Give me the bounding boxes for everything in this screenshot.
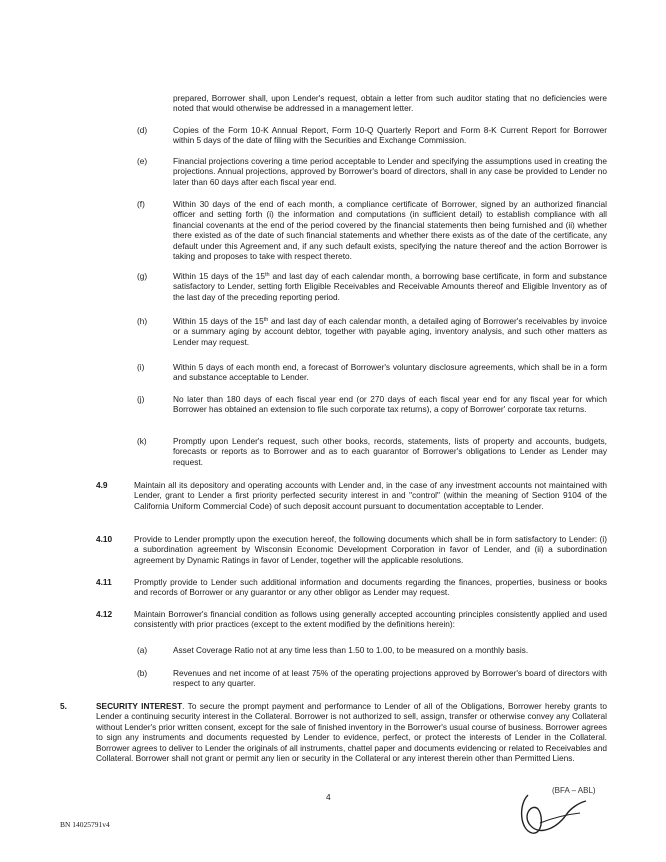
item-g — [173, 271, 607, 302]
item-g-label: (g) — [137, 271, 148, 281]
item-a-label: (a) — [137, 645, 148, 655]
section-4-10-label: 4.10 — [96, 534, 113, 544]
item-e-text: Financial projections covering a time period acceptable to Lender and specifying the assumptions used in creating the projections. Annual projections, approved by Borrower's board of directors, shall in any case be provided to Lender no later than 60 days after each fiscal year end. — [173, 156, 607, 187]
item-h-label: (h) — [137, 316, 148, 326]
item-f-text: Within 30 days of the end of each month, a compliance certificate of Borrower, signed by an authorized financial officer and setting forth (i) the information and computations (in sufficient detail) to establish compliance with all financial covenants at the end of the period covered by the financial statements then being furnished and (ii) whether there existed as of the date of such financial statements and whether there exists as of the date of the certificate, any default under this Agreement and, if any such default exists, specifying the nature thereof and the action Borrower is taking and proposes to take with respect thereto. — [173, 199, 607, 262]
item-e-label: (e) — [137, 156, 148, 166]
item-g-text-a: Within 15 days of the 15 — [173, 271, 266, 281]
item-h-text-b: and last day of each calendar month, a detailed aging of Borrower's receivables by invoice or a summary aging by account debtor, together with payable aging, inventory analysis, and such other matters as Lender may request. — [173, 316, 608, 347]
item-d-label: (d) — [137, 125, 148, 135]
section-4-11 — [134, 577, 607, 598]
item-b-text: Revenues and net income of at least 75% of the operating projections approved by Borrower's board of directors with respect to any quarter. — [173, 668, 607, 689]
item-j-label: (j) — [137, 394, 145, 404]
item-e — [173, 156, 607, 187]
item-f — [173, 199, 607, 261]
item-d-text: Copies of the Form 10-K Annual Report, Form 10-Q Quarterly Report and Form 8-K Current Report for Borrower within 5 days of the date of filing with the Securities and Exchange Commission. — [173, 125, 607, 146]
section-4-12-label: 4.12 — [96, 609, 113, 619]
continuation-paragraph — [173, 93, 607, 114]
document-id: BN 14025791v4 — [60, 820, 110, 829]
section-4-11-text: Promptly provide to Lender such additional information and documents regarding the finances, properties, business or books and records of Borrower or any guarantor or any other obligor as Lender may request. — [134, 577, 607, 598]
continuation-text: prepared, Borrower shall, upon Lender's request, obtain a letter from such auditor stating that no deficiencies were noted that would otherwise be addressed in a management letter. — [173, 93, 607, 114]
item-a — [173, 645, 607, 655]
section-5 — [96, 701, 607, 763]
item-h-sup: th — [263, 317, 269, 323]
item-k-text: Promptly upon Lender's request, such other books, records, statements, lists of property and accounts, budgets, forecasts or reports as to Borrower and as to each guarantor of Borrower's obligations to Lender as Lender may request. — [173, 436, 607, 467]
section-4-12 — [134, 609, 607, 630]
section-4-10-text: Provide to Lender promptly upon the execution hereof, the following documents which shall be in form satisfactory to Lender: (i) a subordination agreement by Wisconsin Economic Development Corporation in favor of Lender, and (ii) a subordination agreement by Dynamic Ratings in favor of Lender, together will the applicable resolutions. — [134, 534, 607, 565]
page-number: 4 — [326, 792, 331, 802]
section-4-12-text: Maintain Borrower's financial condition as follows using generally accepted accounting principles consistently applied and used consistently with prior practices (except to the extent modified by the definitions herein): — [134, 609, 607, 630]
item-j-text: No later than 180 days of each fiscal year end (or 270 days of each fiscal year end for any fiscal year for which Borrower has obtained an extension to file such corporate tax returns), a copy of Borrower' corporate tax returns. — [173, 394, 607, 415]
item-g-sup: th — [265, 272, 270, 278]
section-5-label: 5. — [60, 701, 67, 711]
item-i-label: (i) — [137, 362, 145, 372]
bfa-abl-stamp: (BFA – ABL) — [552, 786, 596, 795]
section-5-text — [96, 701, 607, 763]
section-4-9-label: 4.9 — [96, 480, 108, 490]
item-f-label: (f) — [137, 199, 145, 209]
item-g-text — [173, 271, 607, 302]
item-h-text-a: Within 15 days of the 15 — [173, 316, 264, 326]
item-k — [173, 436, 607, 467]
section-4-11-label: 4.11 — [96, 577, 112, 587]
item-j — [173, 394, 607, 415]
item-g-text-b: and last day of each calendar month, a borrowing base certificate, in form and substance satisfactory to Lender, setting forth Eligible Receivables and Receivable Amounts thereof and Eligible Inventory as of the last day of the preceding reporting period. — [173, 271, 607, 302]
item-h-text — [173, 316, 607, 347]
item-i-text: Within 5 days of each month end, a forecast of Borrower's voluntary disclosure agreements, which shall be in a form and substance acceptable to Lender. — [173, 362, 607, 383]
section-5-body: . To secure the prompt payment and performance to Lender of all of the Obligations, Borrower hereby grants to Lender a continuing security interest in the Collateral. Borrower is not authorized to sell, assign, transfer or otherwise convey any Collateral without Lender's prior written consent, except for the sale of finished inventory in the Borrower's usual course of business. Borrower agrees to sign any instruments and documents requested by Lender to evidence, perfect, or protect the interests of Lender in the Collateral. Borrower agrees to deliver to Lender the originals of all instruments, chattel paper and documents evidencing or related to Receivables and Collateral. Borrower shall not grant or permit any lien or security in the Collateral or any interest therein other than Permitted Liens. — [96, 701, 607, 764]
item-k-label: (k) — [137, 436, 147, 446]
section-4-9 — [134, 480, 607, 511]
initials-signature-icon — [510, 775, 590, 840]
item-i — [173, 362, 607, 383]
section-4-10 — [134, 534, 607, 565]
item-d — [173, 125, 607, 146]
item-b — [173, 668, 607, 689]
section-4-9-text: Maintain all its depository and operating accounts with Lender and, in the case of any investment accounts not maintained with Lender, grant to Lender a first priority perfected security interest in and "control" (within the meaning of Section 9104 of the California Uniform Commercial Code) of such deposit account pursuant to documentation acceptable to Lender. — [134, 480, 607, 511]
item-b-label: (b) — [137, 668, 148, 678]
item-h — [173, 316, 607, 347]
item-a-text: Asset Coverage Ratio not at any time less than 1.50 to 1.00, to be measured on a monthly basis. — [173, 645, 529, 655]
section-5-heading: SECURITY INTEREST — [96, 701, 183, 711]
